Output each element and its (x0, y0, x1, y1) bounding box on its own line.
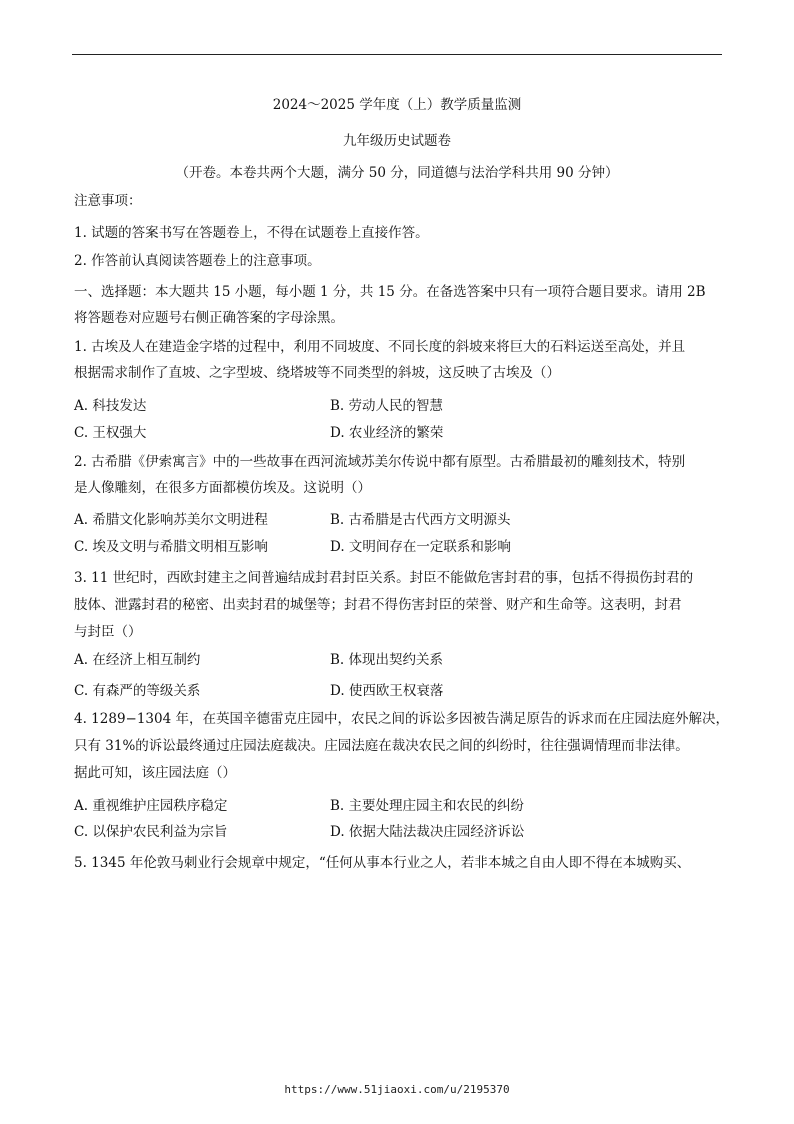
question-1-option-a: A. 科技发达 (74, 398, 147, 414)
question-3-option-a: A. 在经济上相互制约 (74, 652, 201, 668)
question-1-option-b: B. 劳动人民的智慧 (330, 398, 444, 414)
question-4-option-b: B. 主要处理庄园主和农民的纠纷 (330, 798, 525, 814)
notice-item: 2. 作答前认真阅读答题卷上的注意事项。 (74, 253, 321, 269)
question-3-stem: 与封臣（） (74, 624, 142, 640)
question-5-stem: 5. 1345 年伦敦马刺业行会规章中规定，“任何从事本行业之人，若非本城之自由人即不得在本城购买、 (74, 855, 691, 871)
question-4-stem: 只有 31%的诉讼最终通过庄园法庭裁决。庄园法庭在裁决农民之间的纠纷时，往往强调情理而非法律。 (74, 738, 689, 754)
question-2-stem: 是人像雕刻，在很多方面都模仿埃及。这说明（） (74, 480, 371, 496)
question-3-option-d: D. 使西欧王权衰落 (330, 683, 444, 699)
exam-note: （开卷。本卷共两个大题，满分 50 分，同道德与法治学科共用 90 分钟） (175, 165, 619, 181)
question-1-stem: 根据需求制作了直坡、之字型坡、绕塔坡等不同类型的斜坡，这反映了古埃及（） (74, 365, 560, 381)
question-4-stem: 据此可知，该庄园法庭（） (74, 765, 236, 781)
question-2-option-d: D. 文明间存在一定联系和影响 (330, 539, 511, 555)
exam-title: 2024～2025 学年度（上）教学质量监测 (272, 97, 522, 113)
section-intro: 将答题卷对应题号右侧正确答案的字母涂黑。 (74, 310, 344, 326)
question-2-option-a: A. 希腊文化影响苏美尔文明进程 (74, 512, 268, 528)
question-2-stem: 2. 古希腊《伊索寓言》中的一些故事在西河流域苏美尔传说中都有原型。古希腊最初的雕刻技术，特别 (74, 454, 686, 470)
question-4-option-c: C. 以保护农民利益为宗旨 (74, 824, 228, 840)
section-intro: 一、选择题：本大题共 15 小题，每小题 1 分，共 15 分。在备选答案中只有一项符合题目要求。请用 2B (74, 284, 706, 300)
top-rule (72, 54, 722, 55)
question-2-option-b: B. 古希腊是古代西方文明源头 (330, 512, 511, 528)
question-1-stem: 1. 古埃及人在建造金字塔的过程中，利用不同坡度、不同长度的斜坡来将巨大的石料运送至高处，并且 (74, 339, 686, 355)
question-4-option-d: D. 依据大陆法裁决庄园经济诉讼 (330, 824, 525, 840)
notice-heading: 注意事项： (74, 193, 142, 209)
question-3-stem: 3. 11 世纪时，西欧封建主之间普遍结成封君封臣关系。封臣不能做危害封君的事，包括不得损伤封君的 (74, 570, 694, 586)
question-4-option-a: A. 重视维护庄园秩序稳定 (74, 798, 228, 814)
question-4-stem: 4. 1289−1304 年，在英国辛德雷克庄园中，农民之间的诉讼多因被告满足原告的诉求而在庄园法庭外解决， (74, 711, 729, 727)
question-1-option-c: C. 王权强大 (74, 425, 147, 441)
question-1-option-d: D. 农业经济的繁荣 (330, 425, 444, 441)
exam-subtitle: 九年级历史试题卷 (343, 133, 451, 149)
question-2-option-c: C. 埃及文明与希腊文明相互影响 (74, 539, 268, 555)
question-3-option-b: B. 体现出契约关系 (330, 652, 444, 668)
question-3-stem: 肢体、泄露封君的秘密、出卖封君的城堡等；封君不得伤害封臣的荣誉、财产和生命等。这表明，封君 (74, 597, 682, 613)
notice-item: 1. 试题的答案书写在答题卷上，不得在试题卷上直接作答。 (74, 225, 429, 241)
footer-url: https://www.51jiaoxi.com/u/2195370 (284, 1083, 510, 1096)
question-3-option-c: C. 有森严的等级关系 (74, 683, 201, 699)
